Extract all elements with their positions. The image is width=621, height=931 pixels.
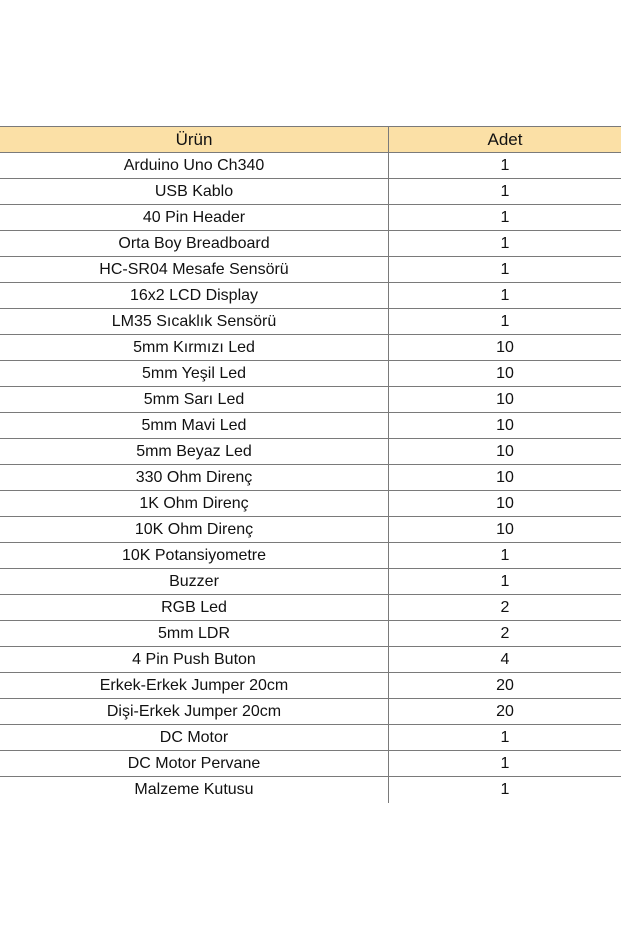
quantity-cell: 1 [500, 286, 510, 304]
product-cell: HC-SR04 Mesafe Sensörü [0, 257, 389, 282]
quantity-cell: 1 [500, 312, 510, 330]
product-cell: RGB Led [0, 595, 389, 620]
table-row [0, 179, 621, 205]
table-row [0, 699, 621, 725]
parts-list-table [0, 126, 621, 803]
quantity-cell: 10 [496, 442, 514, 460]
quantity-cell: 10 [496, 416, 514, 434]
product-cell: 5mm Sarı Led [0, 387, 389, 412]
table-row [0, 361, 621, 387]
table-row [0, 751, 621, 777]
table-row [0, 543, 621, 569]
product-cell: Arduino Uno Ch340 [0, 153, 389, 178]
table-row [0, 283, 621, 309]
product-cell: Erkek-Erkek Jumper 20cm [0, 673, 389, 698]
quantity-cell: 10 [496, 390, 514, 408]
table-row [0, 413, 621, 439]
product-cell: Dişi-Erkek Jumper 20cm [0, 699, 389, 724]
quantity-cell: 1 [500, 781, 510, 798]
quantity-cell: 10 [496, 468, 514, 486]
table-row [0, 595, 621, 621]
quantity-cell: 20 [496, 702, 514, 720]
product-cell: LM35 Sıcaklık Sensörü [0, 309, 389, 334]
product-cell: 5mm LDR [0, 621, 389, 646]
table-row [0, 335, 621, 361]
product-cell: 10K Potansiyometre [0, 543, 389, 568]
table-row [0, 725, 621, 751]
product-cell: 16x2 LCD Display [0, 283, 389, 308]
table-header-row [0, 126, 621, 153]
quantity-cell: 1 [500, 234, 510, 252]
product-cell: Orta Boy Breadboard [0, 231, 389, 256]
table-row [0, 491, 621, 517]
table-row [0, 205, 621, 231]
quantity-cell: 1 [500, 182, 510, 200]
quantity-cell: 10 [496, 338, 514, 356]
quantity-cell: 10 [496, 364, 514, 382]
quantity-cell: 1 [500, 754, 510, 772]
product-cell: 5mm Yeşil Led [0, 361, 389, 386]
table-row [0, 231, 621, 257]
product-cell: 5mm Kırmızı Led [0, 335, 389, 360]
table-row [0, 517, 621, 543]
table-body [0, 153, 621, 803]
product-cell: 4 Pin Push Buton [0, 647, 389, 672]
quantity-cell: 1 [500, 572, 510, 590]
quantity-cell: 1 [500, 208, 510, 226]
product-cell: 5mm Mavi Led [0, 413, 389, 438]
table-row [0, 439, 621, 465]
table-row [0, 153, 621, 179]
quantity-cell: 1 [500, 728, 510, 746]
quantity-cell: 2 [500, 598, 510, 616]
table-row [0, 257, 621, 283]
quantity-cell: 2 [500, 624, 510, 642]
quantity-cell: 1 [500, 156, 510, 174]
quantity-cell: 20 [496, 676, 514, 694]
product-cell: DC Motor Pervane [0, 751, 389, 776]
table-row [0, 621, 621, 647]
product-cell: 5mm Beyaz Led [0, 439, 389, 464]
product-cell: 330 Ohm Direnç [0, 465, 389, 490]
product-cell: Malzeme Kutusu [0, 777, 389, 803]
table-row [0, 309, 621, 335]
table-row [0, 465, 621, 491]
table-row [0, 673, 621, 699]
header-product: Ürün [0, 127, 389, 152]
table-row [0, 569, 621, 595]
header-quantity: Adet [487, 130, 523, 149]
quantity-cell: 10 [496, 520, 514, 538]
product-cell: Buzzer [0, 569, 389, 594]
product-cell: USB Kablo [0, 179, 389, 204]
product-cell: 40 Pin Header [0, 205, 389, 230]
table-row [0, 387, 621, 413]
quantity-cell: 1 [500, 546, 510, 564]
product-cell: DC Motor [0, 725, 389, 750]
quantity-cell: 4 [500, 650, 510, 668]
table-row [0, 647, 621, 673]
quantity-cell: 10 [496, 494, 514, 512]
quantity-cell: 1 [500, 260, 510, 278]
table-row [0, 777, 621, 803]
product-cell: 10K Ohm Direnç [0, 517, 389, 542]
product-cell: 1K Ohm Direnç [0, 491, 389, 516]
